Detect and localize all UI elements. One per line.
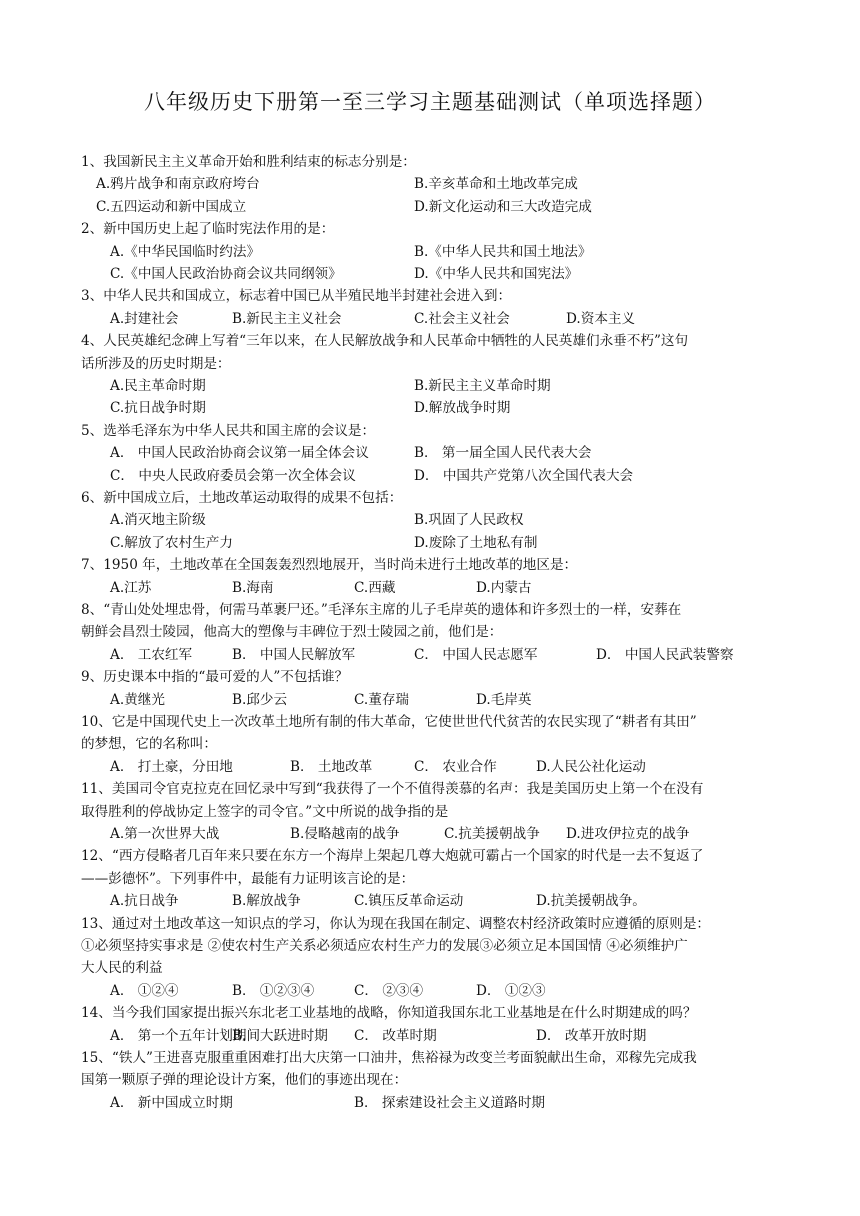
- answer-option: B． 第一届全国人民代表大会: [414, 445, 592, 462]
- answer-option: C.董存瑞: [354, 691, 410, 708]
- answer-option: B． 中国人民解放军: [232, 646, 356, 663]
- answer-option: A.封建社会: [110, 310, 179, 327]
- answer-option: A.黄继光: [110, 691, 165, 708]
- answer-option: B.辛亥革命和土地改革完成: [414, 176, 578, 193]
- question-stem: 10、它是中国现代史上一次改革土地所有制的伟大革命，它使世世代代贫苦的农民实现了“耕者有其田”: [81, 714, 697, 730]
- answer-option: D.内蒙古: [476, 579, 532, 596]
- answer-option: B． 探索建设社会主义道路时期: [354, 1094, 546, 1111]
- answer-option: B.邱少云: [232, 691, 288, 708]
- question-stem: 朝鲜会昌烈士陵园，他高大的塑像与丰碑位于烈士陵园之前，他们是：: [81, 624, 503, 641]
- answer-option: C.社会主义社会: [414, 310, 510, 327]
- answer-option: A.消灭地主阶级: [110, 512, 206, 529]
- answer-option: D． 中国共产党第八次全国代表大会: [414, 467, 634, 484]
- answer-option: C． ②③④: [354, 982, 424, 999]
- answer-option: D.抗美援朝战争。: [536, 893, 646, 910]
- question-stem: 14、当今我们国家提出振兴东北老工业基地的战略，你知道我国东北工业基地是在什么时期建成的吗？: [81, 1005, 697, 1022]
- answer-option: C． 改革时期: [354, 1027, 437, 1044]
- answer-option: B.巩固了人民政权: [414, 512, 524, 529]
- question-stem: 1、我国新民主主义革命开始和胜利结束的标志分别是：: [81, 154, 416, 170]
- answer-option: A． 第一个五年计划期间: [110, 1027, 261, 1044]
- question-stem: 5、选举毛泽东为中华人民共和国主席的会议是：: [81, 422, 376, 439]
- answer-option: A.江苏: [110, 579, 152, 596]
- answer-option: D.《中华人民共和国宪法》: [414, 266, 579, 282]
- answer-option: A.抗日战争: [110, 893, 179, 910]
- answer-option: B.《中华人民共和国土地法》: [414, 243, 592, 260]
- answer-option: D.新文化运动和三大改造完成: [414, 198, 592, 215]
- answer-option: B.解放战争: [232, 893, 301, 910]
- answer-option: C.五四运动和新中国成立: [96, 198, 247, 215]
- question-stem: 13、通过对土地改革这一知识点的学习，你认为现在我国在制定、调整农村经济政策时应遵循的原则是：: [81, 915, 711, 932]
- answer-option: A.第一次世界大战: [110, 826, 220, 842]
- answer-option: D． 改革开放时期: [536, 1027, 647, 1044]
- answer-option: C． 中国人民志愿军: [414, 646, 538, 663]
- answer-option: B． 大跃进时期: [232, 1027, 328, 1044]
- answer-option: D.资本主义: [566, 310, 636, 327]
- answer-option: B． ①②③④: [232, 982, 315, 999]
- answer-option: D.废除了土地私有制: [414, 534, 538, 551]
- answer-option: A． 中国人民政治协商会议第一届全体会议: [110, 445, 369, 462]
- answer-option: C.抗美援朝战争: [444, 826, 540, 842]
- answer-option: C.抗日战争时期: [110, 400, 206, 417]
- answer-option: C.西藏: [354, 579, 396, 596]
- question-stem: 取得胜利的停战协定上签字的司令官。”文中所说的战争指的是: [81, 803, 449, 820]
- answer-option: C． 中央人民政府委员会第一次全体会议: [110, 467, 356, 484]
- question-stem: 话所涉及的历史时期是：: [81, 355, 231, 372]
- answer-option: A． 工农红军: [110, 646, 193, 663]
- answer-option: A． 新中国成立时期: [110, 1094, 233, 1111]
- question-stem: 的梦想，它的名称叫：: [81, 736, 217, 753]
- answer-option: A． 打土豪，分田地: [110, 758, 233, 775]
- answer-option: D.毛岸英: [476, 691, 532, 708]
- question-stem: 大人民的利益: [81, 960, 163, 977]
- question-stem: ①必须坚持实事求是 ②使农村生产关系必须适应农村生产力的发展③必须立足本国国情 ④必须维护广: [81, 938, 688, 954]
- answer-option: C.《中国人民政治协商会议共同纲领》: [110, 266, 342, 282]
- answer-option: D． ①②③: [476, 982, 546, 999]
- question-stem: 国第一颗原子弹的理论设计方案，他们的事迹出现在：: [81, 1072, 408, 1089]
- question-stem: 8、“青山处处埋忠骨，何需马革裹尸还。”毛泽东主席的儿子毛岸英的遗体和许多烈士的一样，安葬在: [81, 602, 682, 618]
- question-stem: ——彭德怀”。下列事件中，最能有力证明该言论的是：: [81, 870, 415, 887]
- answer-option: B.侵略越南的战争: [290, 826, 400, 842]
- answer-option: A.民主革命时期: [110, 378, 206, 394]
- question-stem: 9、历史课本中指的“最可爱的人”不包括谁？: [81, 669, 349, 686]
- answer-option: B． 土地改革: [290, 758, 373, 775]
- answer-option: D.人民公社化运动: [536, 758, 646, 775]
- question-stem: 15、“铁人”王进喜克服重重困难打出大庆第一口油井，焦裕禄为改变兰考面貌献出生命，邓稼先完成我: [81, 1050, 697, 1066]
- question-stem: 4、人民英雄纪念碑上写着“三年以来，在人民解放战争和人民革命中牺牲的人民英雄们永垂不朽”这句: [81, 333, 689, 350]
- answer-option: C.解放了农村生产力: [110, 534, 233, 551]
- question-stem: 7、1950 年，土地改革在全国轰轰烈烈地展开，当时尚未进行土地改革的地区是：: [81, 557, 578, 574]
- question-stem: 3、中华人民共和国成立，标志着中国已从半殖民地半封建社会进入到：: [81, 288, 512, 305]
- answer-option: C.镇压反革命运动: [354, 893, 464, 910]
- answer-option: D.进攻伊拉克的战争: [566, 826, 690, 842]
- page-title: 八年级历史下册第一至三学习主题基础测试（单项选择题）: [144, 90, 716, 114]
- question-stem: 12、“西方侵略者几百年来只要在东方一个海岸上架起几尊大炮就可霸占一个国家的时代是一去不复返了: [81, 848, 704, 865]
- answer-option: A.《中华民国临时约法》: [110, 243, 261, 260]
- answer-option: B.新民主主义革命时期: [414, 378, 551, 394]
- question-stem: 11、美国司令官克拉克在回忆录中写到“我获得了一个不值得羡慕的名声：我是美国历史上第一个在没有: [81, 781, 704, 798]
- answer-option: A． ①②④: [110, 982, 179, 999]
- answer-option: B.新民主主义社会: [232, 310, 342, 327]
- answer-option: D． 中国人民武装警察: [596, 646, 734, 663]
- answer-option: A.鸦片战争和南京政府垮台: [96, 176, 260, 193]
- answer-option: C． 农业合作: [414, 758, 497, 775]
- question-stem: 6、新中国成立后，土地改革运动取得的成果不包括：: [81, 490, 403, 506]
- question-stem: 2、新中国历史上起了临时宪法作用的是：: [81, 221, 335, 238]
- answer-option: B.海南: [232, 579, 274, 596]
- answer-option: D.解放战争时期: [414, 400, 511, 417]
